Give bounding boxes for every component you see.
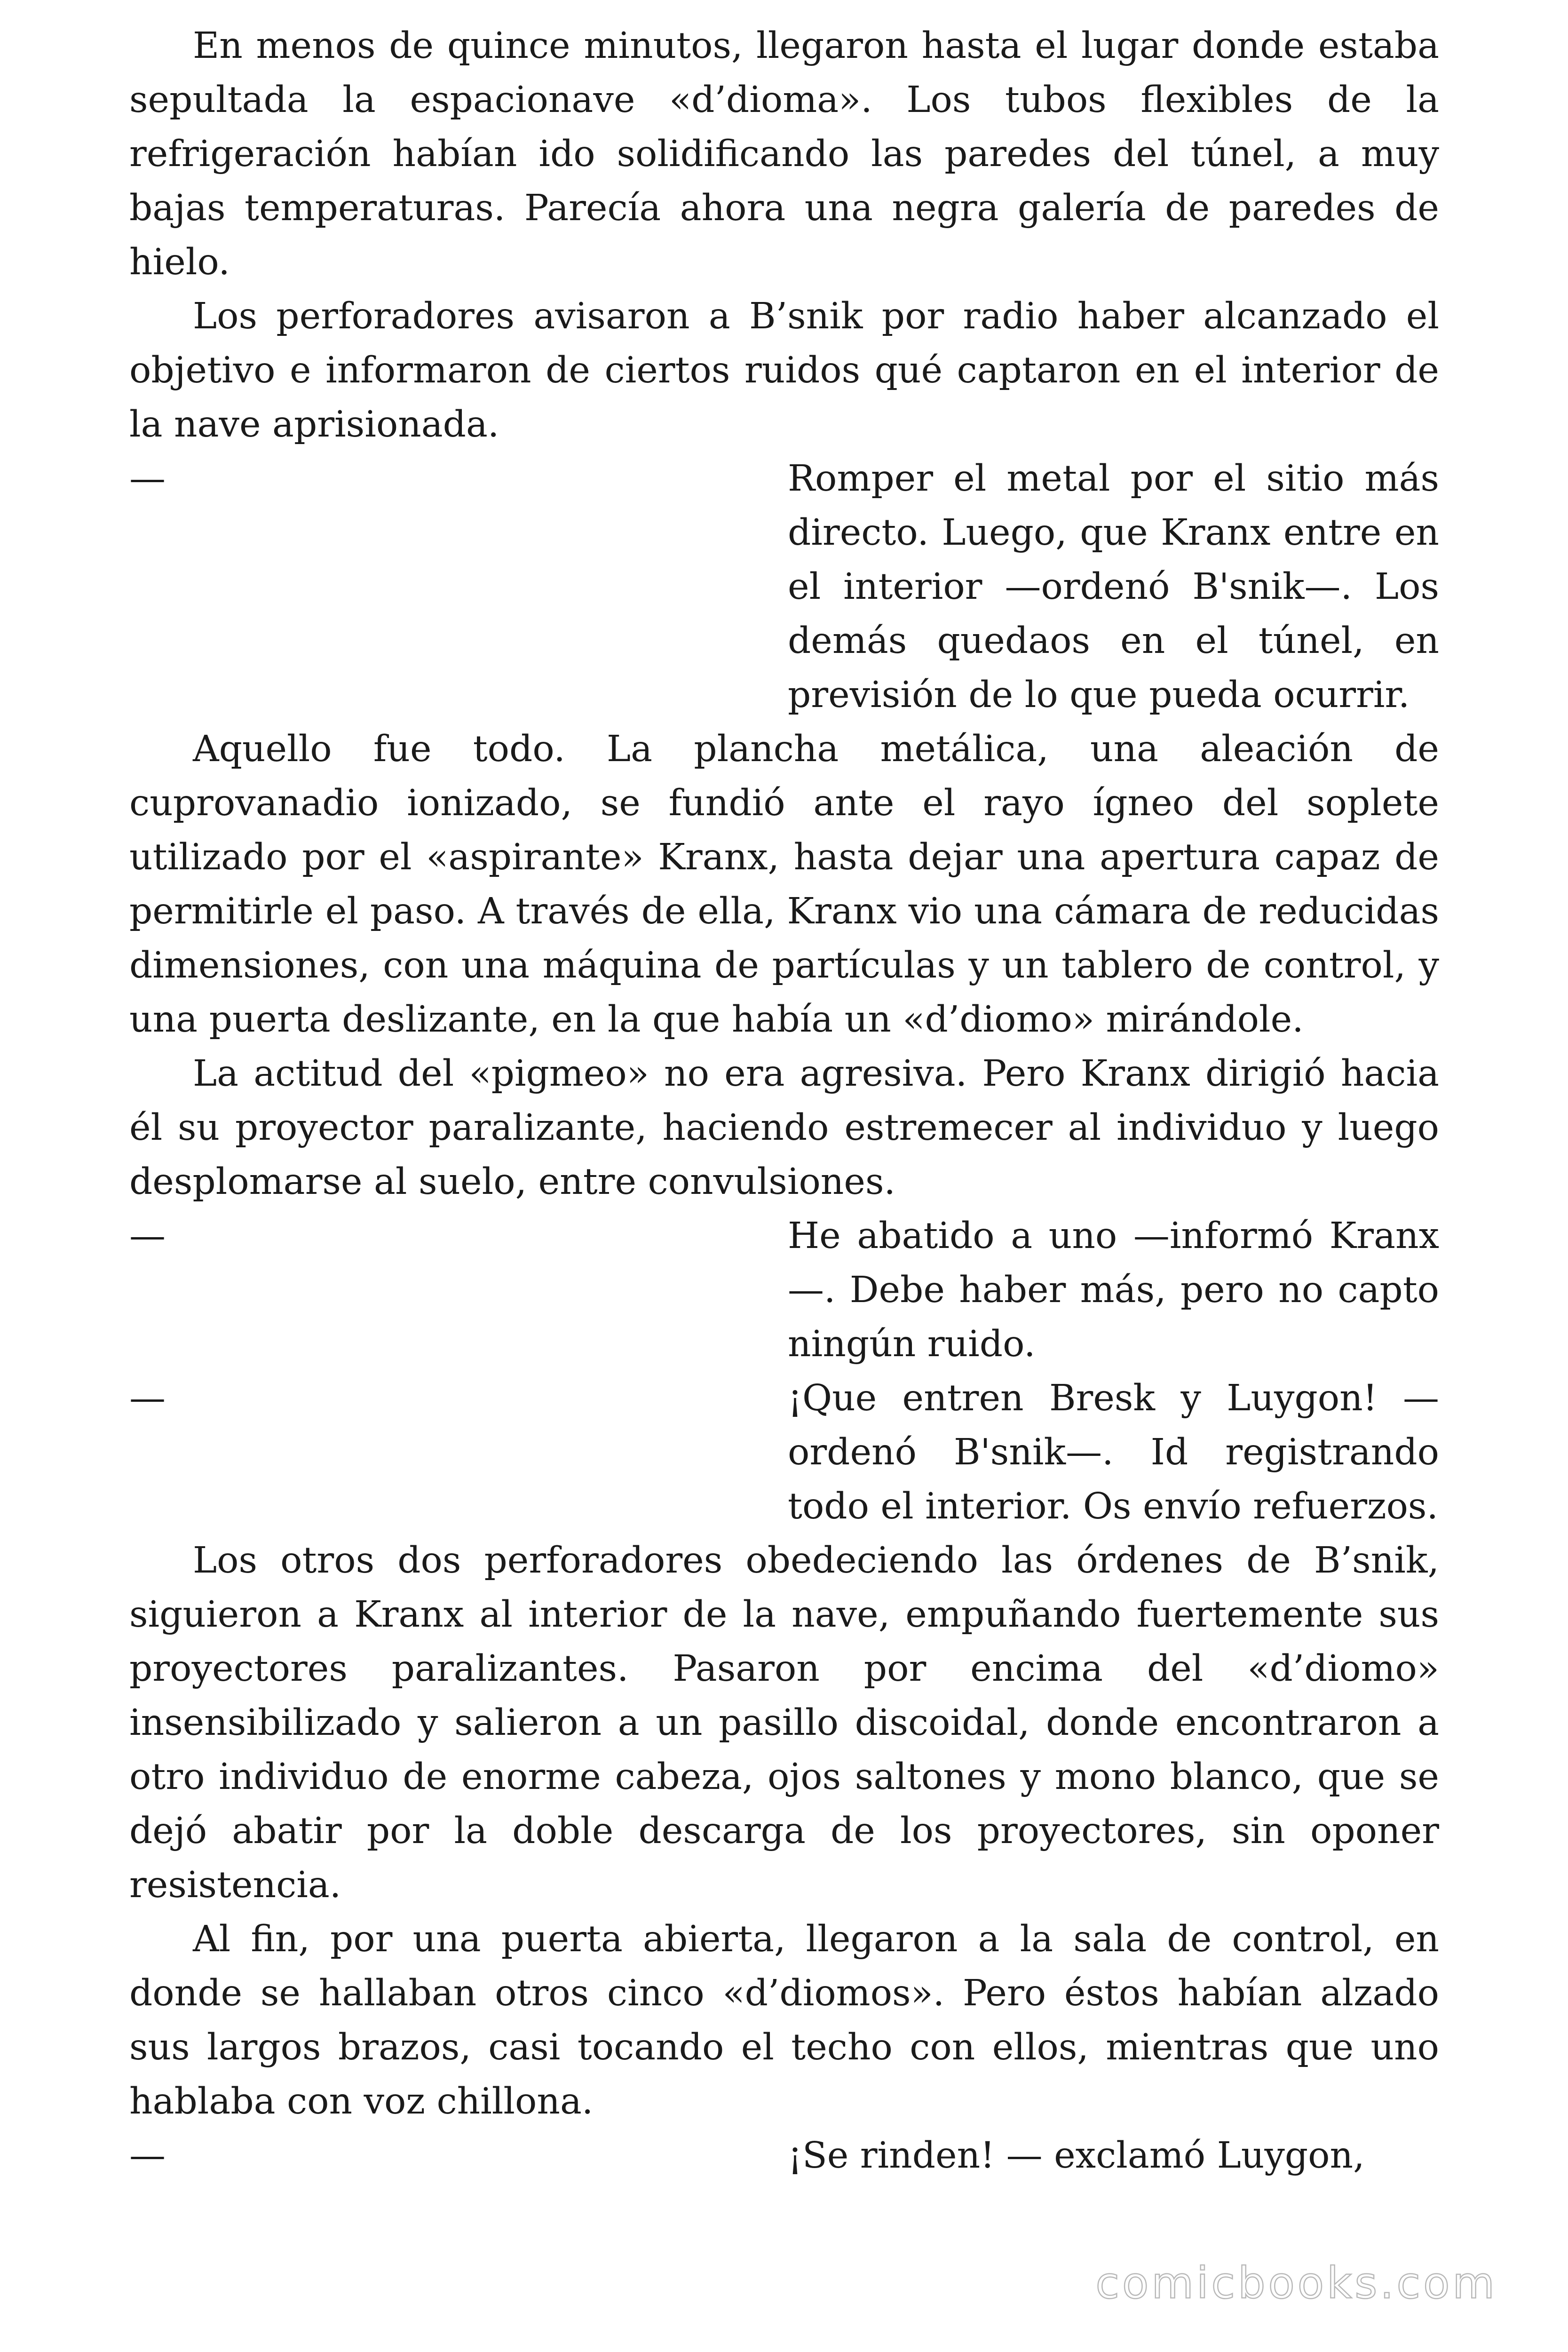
dialogue-dash: — [129, 2135, 166, 2177]
book-page [129, 19, 1439, 2183]
dialogue-line [129, 452, 1439, 722]
paragraph: Aquello fue todo. La plancha metálica, una aleación de cuprovanadio ionizado, se fundió ante el rayo ígneo del soplete utilizado por el «aspirante» Kranx, hasta dejar una apertura capaz de permitirle el paso. A través de ella, Kranx vio una cámara de reducidas dimensiones, con una máquina de partículas y un tablero de control, y una puerta deslizante, en la que había un «d’diomo» mirándole. [129, 728, 1439, 1041]
paragraph: Al fin, por una puerta abierta, llegaron a la sala de control, en donde se hallaban otros cinco «d’diomos». Pero éstos habían alzado sus largos brazos, casi tocando el techo con ellos, mientras que uno hablaba con voz chillona. [129, 1918, 1439, 2122]
dialogue-text: Romper el metal por el sitio más directo. Luego, que Kranx entre en el interior —ordenó B'snik—. Los demás quedaos en el túnel, en previsión de lo que pueda ocurrir. [788, 458, 1439, 716]
dialogue-dash: — [129, 1377, 166, 1419]
dialogue-line [129, 1209, 1439, 1371]
dialogue-text: He abatido a uno —informó Kranx—. Debe haber más, pero no capto ningún ruido. [788, 1215, 1439, 1365]
dialogue-line [129, 1371, 1439, 1534]
paragraph: En menos de quince minutos, llegaron hasta el lugar donde estaba sepultada la espacionave «d’dioma». Los tubos flexibles de la refrigeración habían ido solidificando las paredes del túnel, a muy bajas temperaturas. Parecía ahora una negra galería de paredes de hielo. [129, 25, 1439, 283]
dialogue-dash: — [129, 1215, 166, 1257]
dialogue-line [129, 2129, 1439, 2183]
paragraph: Los otros dos perforadores obedeciendo las órdenes de B’snik, siguieron a Kranx al interior de la nave, empuñando fuertemente sus proyectores paralizantes. Pasaron por encima del «d’diomo» insensibilizado y salieron a un pasillo discoidal, donde encontraron a otro individuo de enorme cabeza, ojos saltones y mono blanco, que se dejó abatir por la doble descarga de los proyectores, sin oponer resistencia. [129, 1540, 1439, 1906]
dialogue-text: ¡Que entren Bresk y Luygon! — ordenó B'snik—. Id registrando todo el interior. Os envío refuerzos. [788, 1377, 1439, 1527]
watermark: comicbooks.com [1095, 2258, 1497, 2308]
paragraph: La actitud del «pigmeo» no era agresiva. Pero Kranx dirigió hacia él su proyector paralizante, haciendo estremecer al individuo y luego desplomarse al suelo, entre convulsiones. [129, 1053, 1439, 1203]
dialogue-text: ¡Se rinden! — exclamó Luygon, [788, 2135, 1365, 2177]
paragraph: Los perforadores avisaron a B’snik por radio haber alcanzado el objetivo e informaron de ciertos ruidos qué captaron en el interior de la nave aprisionada. [129, 295, 1439, 445]
dialogue-dash: — [129, 458, 166, 500]
